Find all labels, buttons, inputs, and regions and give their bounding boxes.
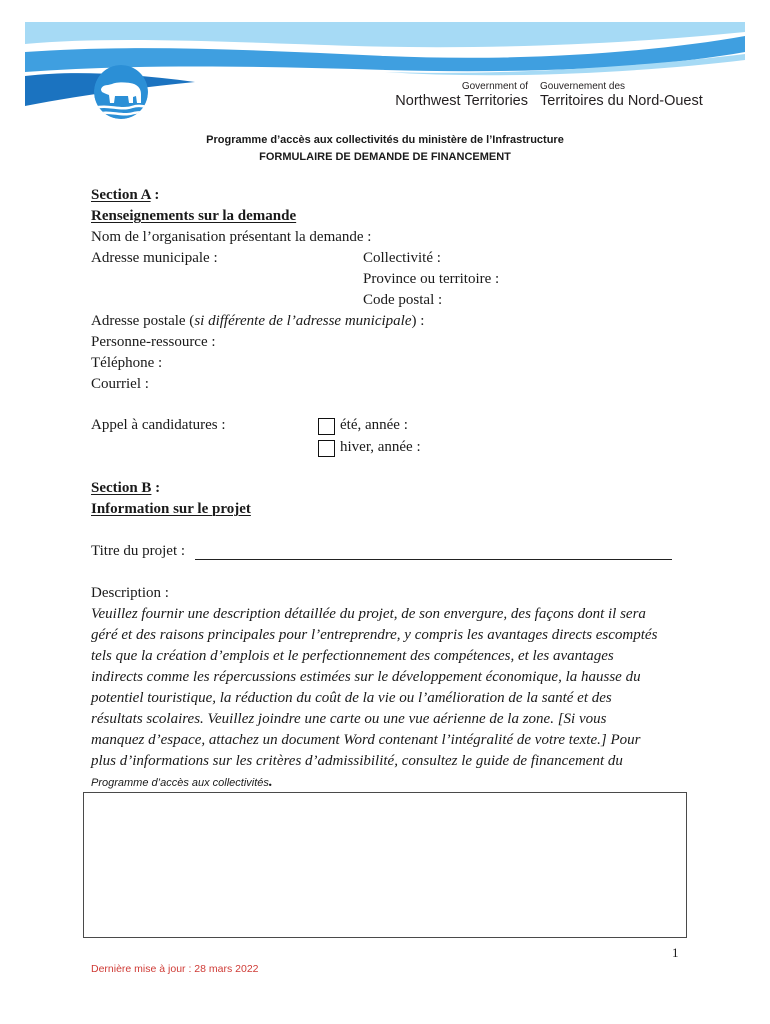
gov-name-french — [540, 81, 703, 110]
instructions-line: potentiel touristique, la réduction du coût de la vie ou l’amélioration de la santé et des — [91, 690, 612, 706]
gov-name-english — [395, 81, 528, 110]
winter-option-label: hiver, année : — [340, 439, 421, 455]
section-a-heading-text: Section A — [91, 187, 151, 203]
form-title: FORMULAIRE DE DEMANDE DE FINANCEMENT — [259, 151, 511, 163]
phone-label: Téléphone : — [91, 355, 163, 371]
section-a-heading-colon: : — [150, 187, 160, 203]
checkbox-winter[interactable] — [318, 440, 335, 457]
instructions-line: plus d’informations sur les critères d’admissibilité, consultez le guide de financement du — [91, 753, 623, 769]
gov-fr-line1: Gouvernement des — [540, 81, 626, 92]
gov-fr-line2: Territoires du Nord-Ouest — [540, 93, 703, 109]
instructions-last-line — [91, 772, 657, 793]
program-title: Programme d’accès aux collectivités du ministère de l’Infrastructure — [206, 134, 564, 146]
summer-option-label: été, année : — [340, 417, 408, 433]
community-label: Collectivité : — [363, 250, 441, 266]
instructions-end-period: . — [268, 774, 273, 790]
description-label: Description : — [91, 585, 169, 601]
mailing-address-note: si différente de l’adresse municipale — [194, 313, 412, 329]
section-b-heading — [91, 478, 160, 499]
polar-bear-logo-icon — [90, 63, 152, 121]
instructions-line: manquez d’espace, attachez un document Word contenant l’intégralité de votre texte.] Pour — [91, 732, 641, 748]
contact-label: Personne-ressource : — [91, 334, 216, 350]
mailing-address-prefix: Adresse postale ( — [91, 313, 195, 329]
description-instructions — [91, 604, 657, 793]
province-label: Province ou territoire : — [363, 271, 500, 287]
instructions-line: tels que la création d’emplois et le perfectionnement des compétences, et les avantages — [91, 648, 614, 664]
gov-en-line2: Northwest Territories — [395, 93, 528, 109]
mailing-address-label — [91, 311, 424, 332]
instructions-line: résultats scolaires. Veuillez joindre une carte ou une vue aérienne de la zone. [Si vous — [91, 711, 607, 727]
instructions-line: géré et des raisons principales pour l’entreprendre, y compris les avantages directs escomptés — [91, 627, 658, 643]
gov-en-line1: Government of — [461, 81, 528, 92]
checkbox-summer[interactable] — [318, 418, 335, 435]
program-name-reference: Programme d’accès aux collectivités — [91, 777, 269, 789]
email-label: Courriel : — [91, 376, 149, 392]
project-title-label: Titre du projet : — [91, 543, 186, 559]
project-title-input[interactable] — [195, 547, 672, 560]
section-a-subheading: Renseignements sur la demande — [91, 208, 297, 224]
mailing-address-suffix: ) : — [411, 313, 425, 329]
wave-light-band — [25, 22, 745, 47]
instructions-line: indirects comme les répercussions estimées sur le développement économique, la hausse du — [91, 669, 641, 685]
last-updated-date: Dernière mise à jour : 28 mars 2022 — [91, 963, 259, 975]
page-number: 1 — [672, 945, 679, 960]
call-for-applications-label: Appel à candidatures : — [91, 417, 226, 433]
section-b-heading-text: Section B — [91, 480, 152, 496]
section-b-subheading: Information sur le projet — [91, 501, 251, 517]
instructions-line: Veuillez fournir une description détaillée du projet, de son envergure, des façons dont il sera — [91, 606, 646, 622]
section-b-heading-colon: : — [151, 480, 161, 496]
section-a-heading — [91, 185, 159, 206]
description-textarea[interactable] — [83, 792, 687, 938]
postal-code-label: Code postal : — [363, 292, 443, 308]
organisation-label: Nom de l’organisation présentant la demande : — [91, 229, 372, 245]
municipal-address-label: Adresse municipale : — [91, 250, 218, 266]
